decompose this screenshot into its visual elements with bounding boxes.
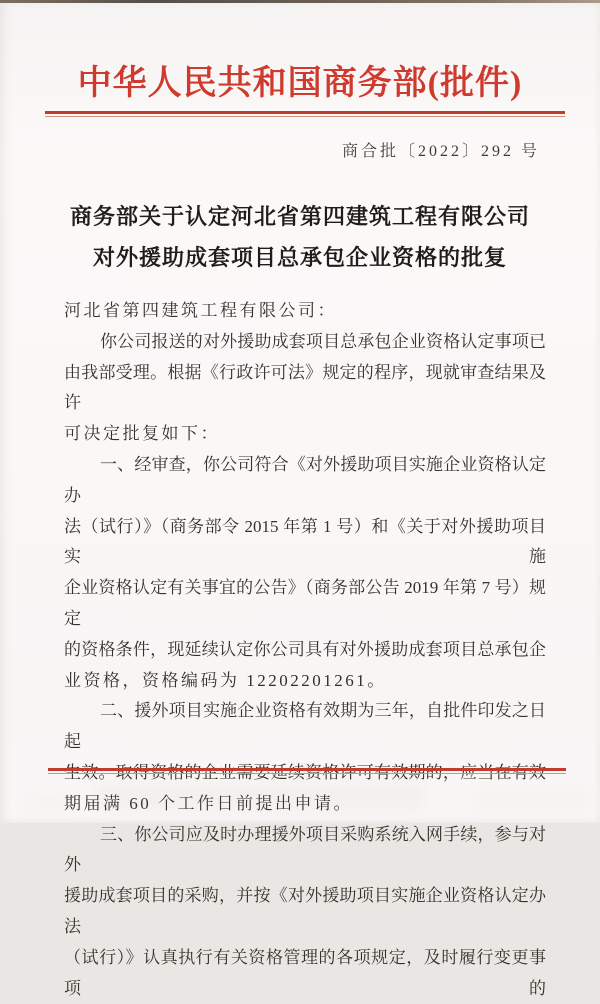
- header-divider-rule: [45, 111, 565, 118]
- body-line: （试行）》认真执行有关资格管理的各项规定，及时履行变更事项的: [64, 947, 546, 998]
- body-line: 可决定批复如下：: [64, 424, 220, 444]
- scan-edge-artifact: [0, 0, 600, 3]
- body-line: 企业资格认定有关事宜的公告》（商务部公告 2019 年第 7 号）规定: [64, 578, 546, 628]
- body-line: 业资格，资格编码为 12202201261。: [64, 670, 387, 690]
- body-line: 你公司报送的对外援助成套项目总承包企业资格认定事项已: [100, 331, 546, 351]
- body-line: 的资格条件，现延续认定你公司具有对外援助成套项目总承包企: [64, 639, 546, 659]
- body-line-salutation: 河北省第四建筑工程有限公司：: [64, 301, 337, 320]
- document-title-line1: 商务部关于认定河北省第四建筑工程有限公司: [69, 204, 530, 229]
- document-title-line2: 对外援助成套项目总承包企业资格的批复: [92, 245, 507, 270]
- body-line-item-3: 三、你公司应及时办理援外项目采购系统入网手续，参与对外: [64, 824, 546, 875]
- body-line: 由我部受理。根据《行政许可法》规定的程序，现就审查结果及许: [64, 362, 546, 413]
- body-line: 期届满 60 个工作日前提出申请。: [64, 793, 353, 813]
- document-body: [64, 296, 546, 1004]
- body-line-item-2: 二、援外项目实施企业资格有效期为三年，自批件印发之日起: [64, 701, 546, 752]
- body-line: 援助成套项目的采购，并按《对外援助项目实施企业资格认定办法: [64, 886, 546, 936]
- document-number: 商合批〔2022〕292 号: [341, 143, 540, 160]
- header-divider-thin-line: [45, 116, 565, 117]
- letterhead-title: 中华人民共和国商务部(批件): [77, 65, 523, 102]
- footer-divider-rule: [48, 768, 566, 775]
- body-line: 法（试行）》（商务部令 2015 年第 1 号）和《关于对外援助项目实施: [64, 516, 546, 567]
- footer-divider-thin-line: [48, 773, 566, 774]
- body-line-item-1: 一、经审查，你公司符合《对外援助项目实施企业资格认定办: [64, 454, 546, 505]
- document-title: [40, 196, 560, 278]
